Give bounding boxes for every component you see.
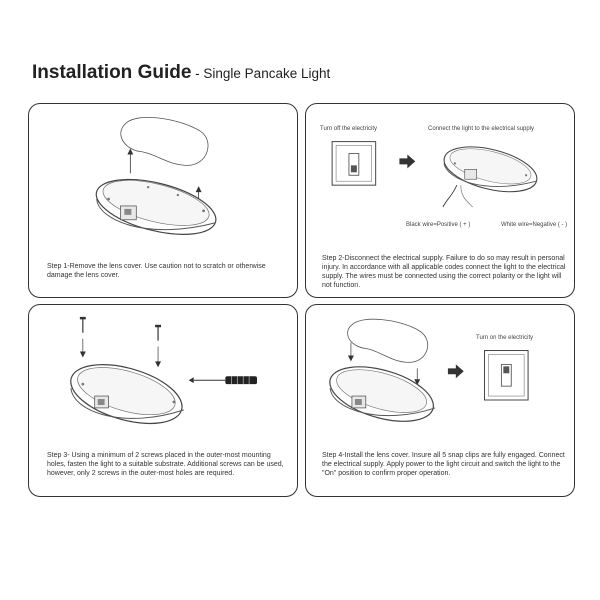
step4-caption: Step 4-Install the lens cover. Insure all 5 snap clips are fully engaged. Connect the electrical supply. Apply power to the light circuit and switch the light to the "On" position to confirm proper operation.	[322, 452, 565, 477]
screw-icon	[155, 325, 161, 368]
step4-panel	[305, 304, 575, 497]
screwdriver-icon	[189, 376, 257, 384]
step1-caption: Step 1-Remove the lens cover. Use caution not to scratch or otherwise damage the lens cover.	[47, 263, 266, 279]
label-power-off: Turn off the electricity	[320, 126, 378, 132]
label-black-wire: Black wire=Positive ( + )	[406, 222, 471, 228]
wall-switch-off	[332, 142, 376, 186]
step3-caption: Step 3- Using a minimum of 2 screws placed in the outer-most mounting holes, fasten the light to a suitable substrate. Additional screws can be used, however, only 2 screws in the outer-most holes are required.	[47, 452, 284, 477]
title-main: Installation Guide	[32, 62, 192, 83]
light-fixture	[440, 139, 542, 200]
page-title	[32, 62, 330, 84]
right-arrow-icon	[448, 364, 464, 378]
light-fixture	[324, 357, 440, 432]
label-power-on: Turn on the electricity	[476, 335, 534, 341]
light-fixture	[91, 169, 222, 245]
step1-panel	[28, 103, 298, 298]
step2-caption: Step 2-Disconnect the electrical supply. Failure to do so may result in personal injury. In accordance with all applicable codes connect the light to the electrical supply. The wires must be connected using the correct polarity or the light will not function.	[322, 255, 566, 289]
light-fixture	[64, 354, 189, 435]
up-arrow-icon	[127, 149, 133, 174]
step2-panel	[305, 103, 575, 298]
label-white-wire: White wire=Negative ( - )	[501, 222, 568, 228]
title-subtitle: - Single Pancake Light	[191, 66, 331, 81]
screw-icon	[80, 317, 86, 358]
right-arrow-icon	[399, 154, 415, 168]
wires	[443, 185, 473, 207]
label-connect: Connect the light to the electrical supply	[428, 126, 535, 132]
step3-panel	[28, 304, 298, 497]
down-arrow-icon	[348, 343, 354, 362]
wall-switch-on	[485, 351, 529, 400]
lens-cover	[121, 117, 208, 165]
lens-cover	[348, 319, 428, 362]
